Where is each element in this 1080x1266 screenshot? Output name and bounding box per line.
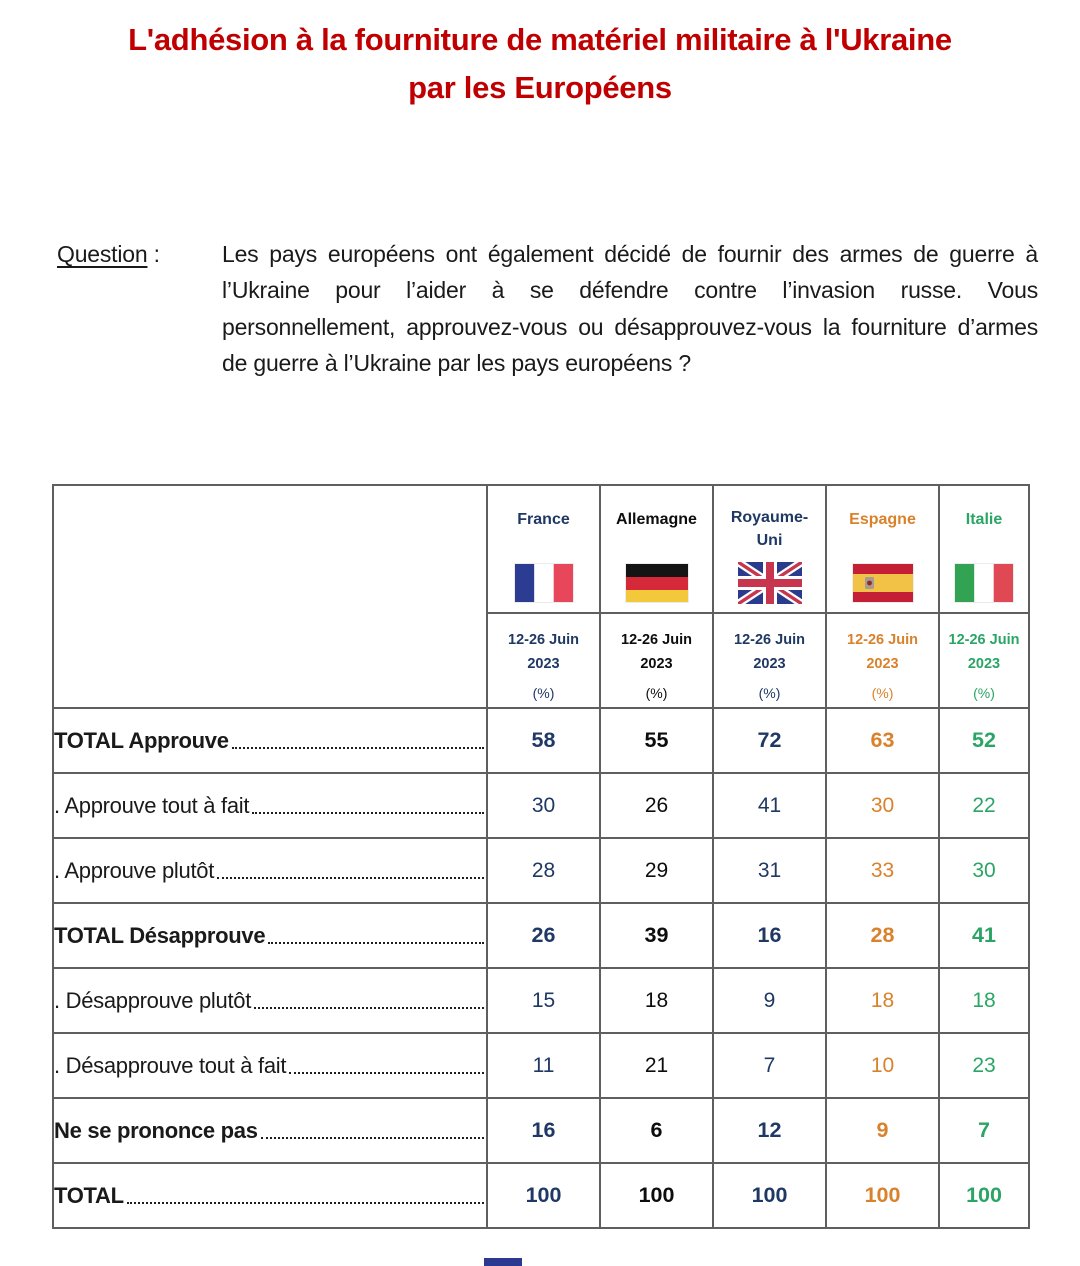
value-espagne: 28 [826, 903, 939, 968]
survey-date: 12-26 Juin [734, 632, 805, 649]
date-cell-espagne [826, 613, 939, 708]
header-empty-cell [53, 485, 487, 708]
date-cell-allemagne [600, 613, 713, 708]
survey-year: 2023 [866, 655, 899, 672]
row-label-cell [53, 773, 487, 838]
dot-leader [232, 747, 484, 749]
value-allemagne: 21 [600, 1033, 713, 1098]
table-row-ne-se-prononce-pas [53, 1098, 1029, 1163]
date-cell-france [487, 613, 600, 708]
row-label: . Approuve tout à fait [54, 792, 250, 818]
germany-flag-icon [601, 564, 712, 602]
uk-flag-icon [714, 562, 825, 604]
value-espagne: 10 [826, 1033, 939, 1098]
page-title [30, 16, 1050, 112]
survey-date: 12-26 Juin [621, 632, 692, 649]
value-espagne: 100 [826, 1163, 939, 1228]
dot-leader [254, 1007, 484, 1009]
value-italie: 52 [939, 708, 1029, 773]
survey-date: 12-26 Juin [948, 632, 1020, 649]
value-espagne: 30 [826, 773, 939, 838]
table-row-total-desapprouve [53, 903, 1029, 968]
value-royaume-uni: 7 [713, 1033, 826, 1098]
column-header-royaume-uni [713, 485, 826, 613]
row-label: TOTAL Approuve [54, 727, 229, 753]
row-label: . Désapprouve plutôt [54, 987, 252, 1013]
dot-leader [261, 1137, 484, 1139]
value-france: 58 [487, 708, 600, 773]
row-label-cell [53, 838, 487, 903]
percent-unit: (%) [871, 684, 894, 701]
question-label: Question : [57, 241, 160, 268]
title-line-2: par les Européens [408, 70, 672, 106]
header-row-countries [53, 485, 1029, 613]
column-label: Allemagne [616, 511, 697, 528]
row-label: . Approuve plutôt [54, 857, 215, 883]
results-table [52, 484, 1030, 1229]
value-royaume-uni: 41 [713, 773, 826, 838]
column-label: France [517, 511, 570, 528]
partial-footer-bar [484, 1258, 522, 1266]
value-italie: 18 [939, 968, 1029, 1033]
table-row-total [53, 1163, 1029, 1228]
value-france: 100 [487, 1163, 600, 1228]
dot-leader [268, 942, 484, 944]
column-header-france [487, 485, 600, 613]
italy-flag-icon [940, 564, 1028, 602]
percent-unit: (%) [532, 684, 555, 701]
value-espagne: 9 [826, 1098, 939, 1163]
value-allemagne: 29 [600, 838, 713, 903]
value-allemagne: 26 [600, 773, 713, 838]
date-cell-italie [939, 613, 1029, 708]
value-italie: 30 [939, 838, 1029, 903]
row-label-cell [53, 1163, 487, 1228]
value-royaume-uni: 100 [713, 1163, 826, 1228]
value-allemagne: 39 [600, 903, 713, 968]
value-france: 16 [487, 1098, 600, 1163]
value-italie: 7 [939, 1098, 1029, 1163]
value-allemagne: 18 [600, 968, 713, 1033]
row-label-cell [53, 1033, 487, 1098]
value-italie: 23 [939, 1033, 1029, 1098]
survey-date: 12-26 Juin [847, 632, 918, 649]
table-row-approuve-tout-a-fait [53, 773, 1029, 838]
value-italie: 41 [939, 903, 1029, 968]
row-label-cell [53, 1098, 487, 1163]
column-header-italie [939, 485, 1029, 613]
france-flag-icon [488, 564, 599, 602]
row-label-cell [53, 708, 487, 773]
row-label: TOTAL [54, 1182, 124, 1208]
question-block [57, 236, 1038, 381]
dot-leader [289, 1072, 484, 1074]
row-label: Ne se prononce pas [54, 1117, 258, 1143]
percent-unit: (%) [645, 684, 668, 701]
table-row-approuve-plutot [53, 838, 1029, 903]
date-cell-royaume-uni [713, 613, 826, 708]
value-royaume-uni: 16 [713, 903, 826, 968]
value-royaume-uni: 9 [713, 968, 826, 1033]
dot-leader [217, 877, 484, 879]
title-line-1: L'adhésion à la fourniture de matériel militaire à l'Ukraine [128, 22, 952, 57]
value-france: 15 [487, 968, 600, 1033]
value-espagne: 18 [826, 968, 939, 1033]
column-label: Italie [965, 511, 1003, 528]
value-france: 30 [487, 773, 600, 838]
value-france: 26 [487, 903, 600, 968]
value-royaume-uni: 12 [713, 1098, 826, 1163]
column-label: Royaume-Uni [730, 509, 809, 550]
value-royaume-uni: 31 [713, 838, 826, 903]
value-italie: 100 [939, 1163, 1029, 1228]
row-label-cell [53, 903, 487, 968]
column-label: Espagne [849, 511, 916, 528]
row-label-cell [53, 968, 487, 1033]
row-label: . Désapprouve tout à fait [54, 1052, 287, 1078]
value-france: 11 [487, 1033, 600, 1098]
question-text: Les pays européens ont également décidé de fournir des armes de guerre à l’Ukraine pour l’aider à se défendre contre l’invasion russe. Vous personnellement, approuvez-vous ou désapprouvez-vous la fourniture d’armes de guerre à l’Ukraine par les pays européens ? [222, 241, 1038, 377]
value-italie: 22 [939, 773, 1029, 838]
table-row-total-approuve [53, 708, 1029, 773]
table-row-desapprouve-plutot [53, 968, 1029, 1033]
value-royaume-uni: 72 [713, 708, 826, 773]
dot-leader [252, 812, 484, 814]
value-espagne: 33 [826, 838, 939, 903]
survey-year: 2023 [640, 655, 673, 672]
column-header-allemagne [600, 485, 713, 613]
results-table-container [52, 484, 1030, 1229]
table-row-desapprouve-tout-a-fait [53, 1033, 1029, 1098]
dot-leader [127, 1202, 484, 1204]
value-allemagne: 6 [600, 1098, 713, 1163]
survey-year: 2023 [967, 655, 1001, 672]
value-allemagne: 100 [600, 1163, 713, 1228]
value-france: 28 [487, 838, 600, 903]
survey-year: 2023 [753, 655, 786, 672]
spain-flag-icon [827, 564, 938, 602]
row-label: TOTAL Désapprouve [54, 922, 266, 948]
value-allemagne: 55 [600, 708, 713, 773]
value-espagne: 63 [826, 708, 939, 773]
survey-date: 12-26 Juin [508, 632, 579, 649]
percent-unit: (%) [758, 684, 781, 701]
column-header-espagne [826, 485, 939, 613]
survey-year: 2023 [527, 655, 560, 672]
percent-unit: (%) [973, 684, 995, 701]
